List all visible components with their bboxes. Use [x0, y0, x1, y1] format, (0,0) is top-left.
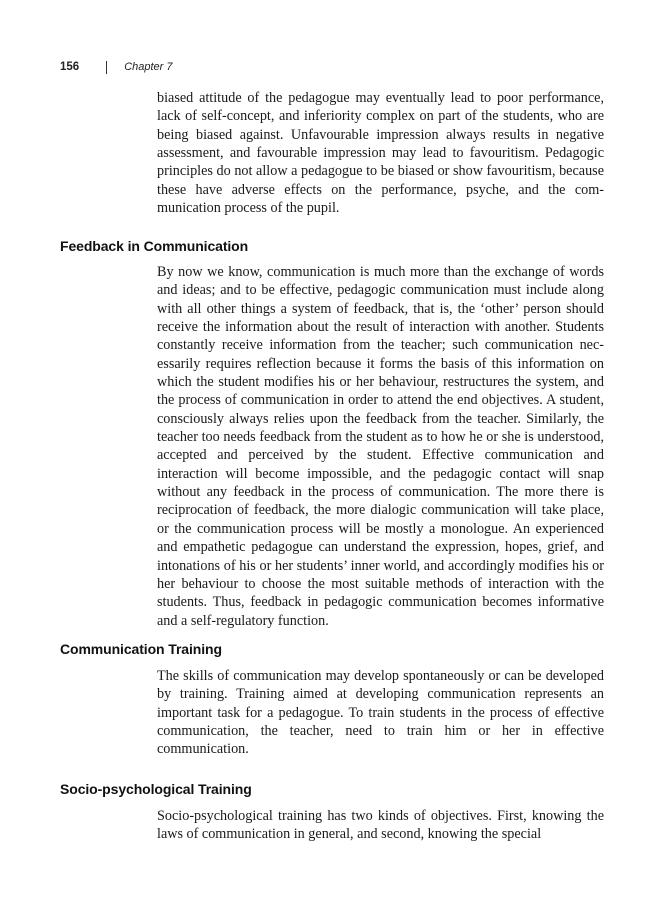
header-divider: [106, 61, 107, 74]
section-heading-socio-psychological-training: Socio-psychological Training: [60, 781, 252, 797]
communication-training-paragraph: The skills of communication may develop spontaneously or can be developed by training. Training aimed at developing communication represents an important task for a pedagogue. To train students in the process of effective communication, the teacher, need to train him or her in effective communication.: [157, 668, 604, 758]
page-number: 156: [60, 61, 80, 73]
chapter-label: Chapter 7: [124, 61, 173, 73]
section-heading-feedback: Feedback in Communication: [60, 238, 249, 254]
feedback-paragraph: By now we know, communication is much more than the exchange of words and ideas; and to be effective, pedagogic communication must include along with all other things a system of feedback, that is, the ‘other’ person should receive the information about the result of interaction with another. Students constantly receive information from the teacher; such communication necessarily requires reflection because it forms the basis of this information on which the student modifies his or her behaviour, restructures the system, and the process of communication in order to attend the end objectives. A student, consciously always relies upon the feedback from the teacher. Similarly, the teacher too needs feedback from the student as to how he or she is understood, accepted and perceived by the student. Effective communication and interaction will become impossible, and the pedagogic contact will snap without any feedback in the process of communication. The more there is reciprocation of feedback, the more dialogic communication will take place, or the communication process will be mostly a monologue. An experienced and empathetic pedagogue can understand the expression, hopes, grief, and intonations of his or her students’ inner world, and accordingly modifies his or her behaviour to choose the most suitable methods of interaction with the students. Thus, feedback in pedagogic communication becomes informative and a self-regulatory function.: [157, 264, 604, 629]
intro-paragraph: biased attitude of the pedagogue may eventually lead to poor performance, lack of self-concept, and inferiority complex on part of the students, who are being biased against. Unfavourable impression always results in negative assessment, and favourable impression may lead to favouritism. Pedagogic principles do not allow a pedagogue to be biased or show favouritism, because these have adverse effects on the performance, psyche, and the communication process of the pupil.: [157, 90, 604, 217]
socio-psychological-paragraph: Socio-psychological training has two kinds of objectives. First, knowing the laws of communication in general, and second, knowing the special: [157, 808, 604, 843]
section-heading-communication-training: Communication Training: [60, 641, 222, 657]
running-header: [60, 58, 173, 76]
